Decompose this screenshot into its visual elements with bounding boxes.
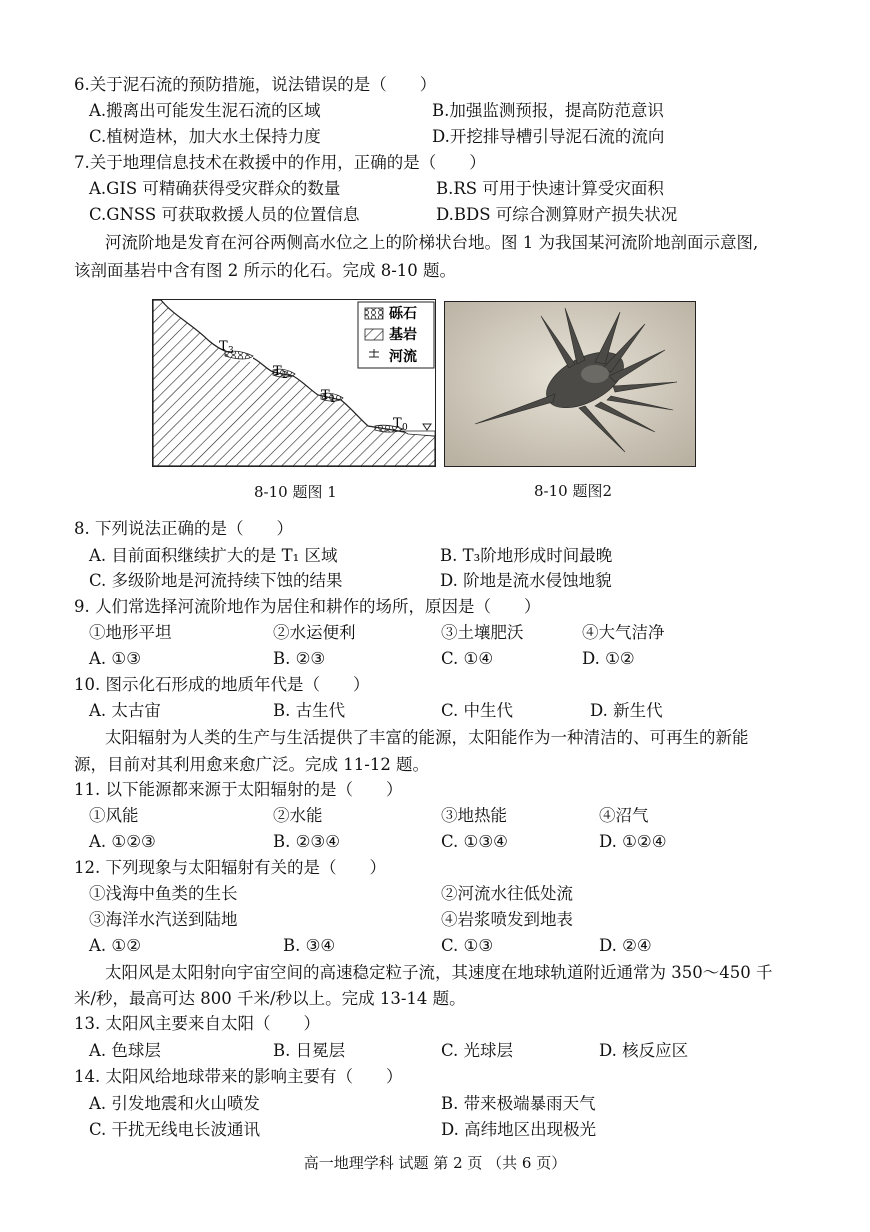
q6-option-c: C.植树造林，加大水土保持力度 [89, 127, 321, 146]
q12-option-c: C. ①③ [441, 936, 494, 955]
q11-item-2: ②水能 [273, 806, 323, 825]
q6-option-b: B.加强监测预报，提高防范意识 [432, 101, 664, 120]
q7-option-d: D.BDS 可综合测算财产损失状况 [436, 205, 678, 224]
q10-option-c: C. 中生代 [441, 701, 514, 720]
q10-option-b: B. 古生代 [273, 701, 346, 720]
label-t3: T [219, 339, 228, 354]
q11-option-d: D. ①②④ [599, 832, 667, 851]
q12-item-4: ④岩浆喷发到地表 [441, 910, 573, 929]
q11-item-1: ①风能 [89, 806, 139, 825]
q14-stem: 14. 太阳风给地球带来的影响主要有（ ） [74, 1067, 403, 1086]
terrace-profile-diagram [153, 300, 435, 466]
intro-11-12-line2: 源，目前对其利用愈来愈广泛。完成 11-12 题。 [74, 755, 430, 774]
q14-option-d: D. 高纬地区出现极光 [441, 1120, 597, 1139]
q9-option-a: A. ①③ [89, 649, 141, 668]
intro-8-10-line1: 河流阶地是发育在河谷两侧高水位之上的阶梯状台地。图 1 为我国某河流阶地剖面示意图, [105, 233, 759, 252]
trilobite-fossil-photo [445, 302, 695, 466]
q14-option-c: C. 干扰无线电长波通讯 [89, 1120, 261, 1139]
q8-option-c: C. 多级阶地是河流持续下蚀的结果 [89, 571, 343, 590]
q9-item-3: ③土壤肥沃 [441, 623, 524, 642]
q13-stem: 13. 太阳风主要来自太阳（ ） [74, 1014, 320, 1033]
figure-2-caption: 8-10 题图2 [534, 482, 613, 500]
legend-river: 河流 [389, 349, 417, 365]
q12-option-a: A. ①② [89, 936, 141, 955]
label-t3-sub: 3 [228, 346, 234, 356]
figure-1-caption: 8-10 题图 1 [254, 483, 337, 501]
bedrock-legend-icon [365, 329, 383, 340]
q12-item-3: ③海洋水汽送到陆地 [89, 910, 238, 929]
q7-option-a: A.GIS 可精确获得受灾群众的数量 [89, 179, 341, 198]
q11-option-a: A. ①②③ [89, 832, 156, 851]
label-t0: T [393, 416, 402, 431]
q14-option-a: A. 引发地震和火山喷发 [89, 1094, 260, 1113]
q13-option-d: D. 核反应区 [599, 1041, 689, 1060]
q9-item-4: ④大气洁净 [582, 623, 665, 642]
q6-option-d: D.开挖排导槽引导泥石流的流向 [432, 127, 665, 146]
q8-option-b: B. T₃阶地形成时间最晚 [440, 546, 613, 565]
q9-stem: 9. 人们常选择河流阶地作为居住和耕作的场所，原因是（ ） [74, 597, 541, 616]
label-t1: T [321, 388, 330, 403]
legend-bedrock: 基岩 [389, 327, 417, 343]
q12-option-d: D. ②④ [599, 936, 652, 955]
q7-stem: 7.关于地理信息技术在救援中的作用，正确的是（ ） [74, 153, 486, 172]
q8-stem: 8. 下列说法正确的是（ ） [74, 519, 293, 538]
page-footer: 高一地理学科 试题 第 2 页 （共 6 页） [303, 1154, 567, 1172]
q9-option-b: B. ②③ [273, 649, 326, 668]
q12-stem: 12. 下列现象与太阳辐射有关的是（ ） [74, 858, 386, 877]
q8-option-d: D. 阶地是流水侵蚀地貌 [440, 571, 612, 590]
intro-11-12-line1: 太阳辐射为人类的生产与生活提供了丰富的能源，太阳能作为一种清洁的、可再生的新能 [105, 728, 749, 747]
q11-option-c: C. ①③④ [441, 832, 508, 851]
q7-option-c: C.GNSS 可获取救援人员的位置信息 [89, 205, 360, 224]
q12-item-2: ②河流水往低处流 [441, 884, 573, 903]
intro-13-14-line1: 太阳风是太阳射向宇宙空间的高速稳定粒子流，其速度在地球轨道附近通常为 350～450 千 [105, 963, 773, 982]
q8-option-a: A. 目前面积继续扩大的是 T₁ 区域 [89, 546, 338, 565]
q7-option-b: B.RS 可用于快速计算受灾面积 [436, 179, 664, 198]
q6-stem: 6.关于泥石流的预防措施，说法错误的是（ ） [74, 75, 437, 94]
q9-item-2: ②水运便利 [273, 623, 356, 642]
q10-stem: 10. 图示化石形成的地质年代是（ ） [74, 675, 370, 694]
intro-13-14-line2: 米/秒，最高可达 800 千米/秒以上。完成 13-14 题。 [74, 989, 466, 1008]
q9-option-c: C. ①④ [441, 649, 494, 668]
gravel-legend-icon [365, 308, 383, 319]
label-t1-sub: 1 [330, 395, 336, 405]
q10-option-d: D. 新生代 [590, 701, 663, 720]
q12-item-1: ①浅海中鱼类的生长 [89, 884, 238, 903]
q13-option-a: A. 色球层 [89, 1041, 161, 1060]
label-t2-sub: 2 [282, 371, 288, 381]
q11-stem: 11. 以下能源都来源于太阳辐射的是（ ） [74, 780, 403, 799]
q11-item-4: ④沼气 [599, 806, 649, 825]
q13-option-c: C. 光球层 [441, 1041, 514, 1060]
label-t0-sub: 0 [402, 423, 408, 433]
legend-gravel: 砾石 [389, 306, 417, 322]
figure-1-terrace-profile [152, 299, 436, 467]
label-t2: T [273, 364, 282, 379]
intro-8-10-line2: 该剖面基岩中含有图 2 所示的化石。完成 8-10 题。 [74, 261, 457, 280]
q11-option-b: B. ②③④ [273, 832, 340, 851]
q13-option-b: B. 日冕层 [273, 1041, 346, 1060]
q14-option-b: B. 带来极端暴雨天气 [441, 1094, 596, 1113]
q6-option-a: A.搬离出可能发生泥石流的区域 [89, 101, 321, 120]
q12-option-b: B. ③④ [283, 936, 336, 955]
q11-item-3: ③地热能 [441, 806, 507, 825]
q9-option-d: D. ①② [582, 649, 635, 668]
q10-option-a: A. 太古宙 [89, 701, 161, 720]
figure-2-trilobite-fossil [444, 301, 696, 467]
water-level-icon [423, 424, 431, 430]
q9-item-1: ①地形平坦 [89, 623, 172, 642]
